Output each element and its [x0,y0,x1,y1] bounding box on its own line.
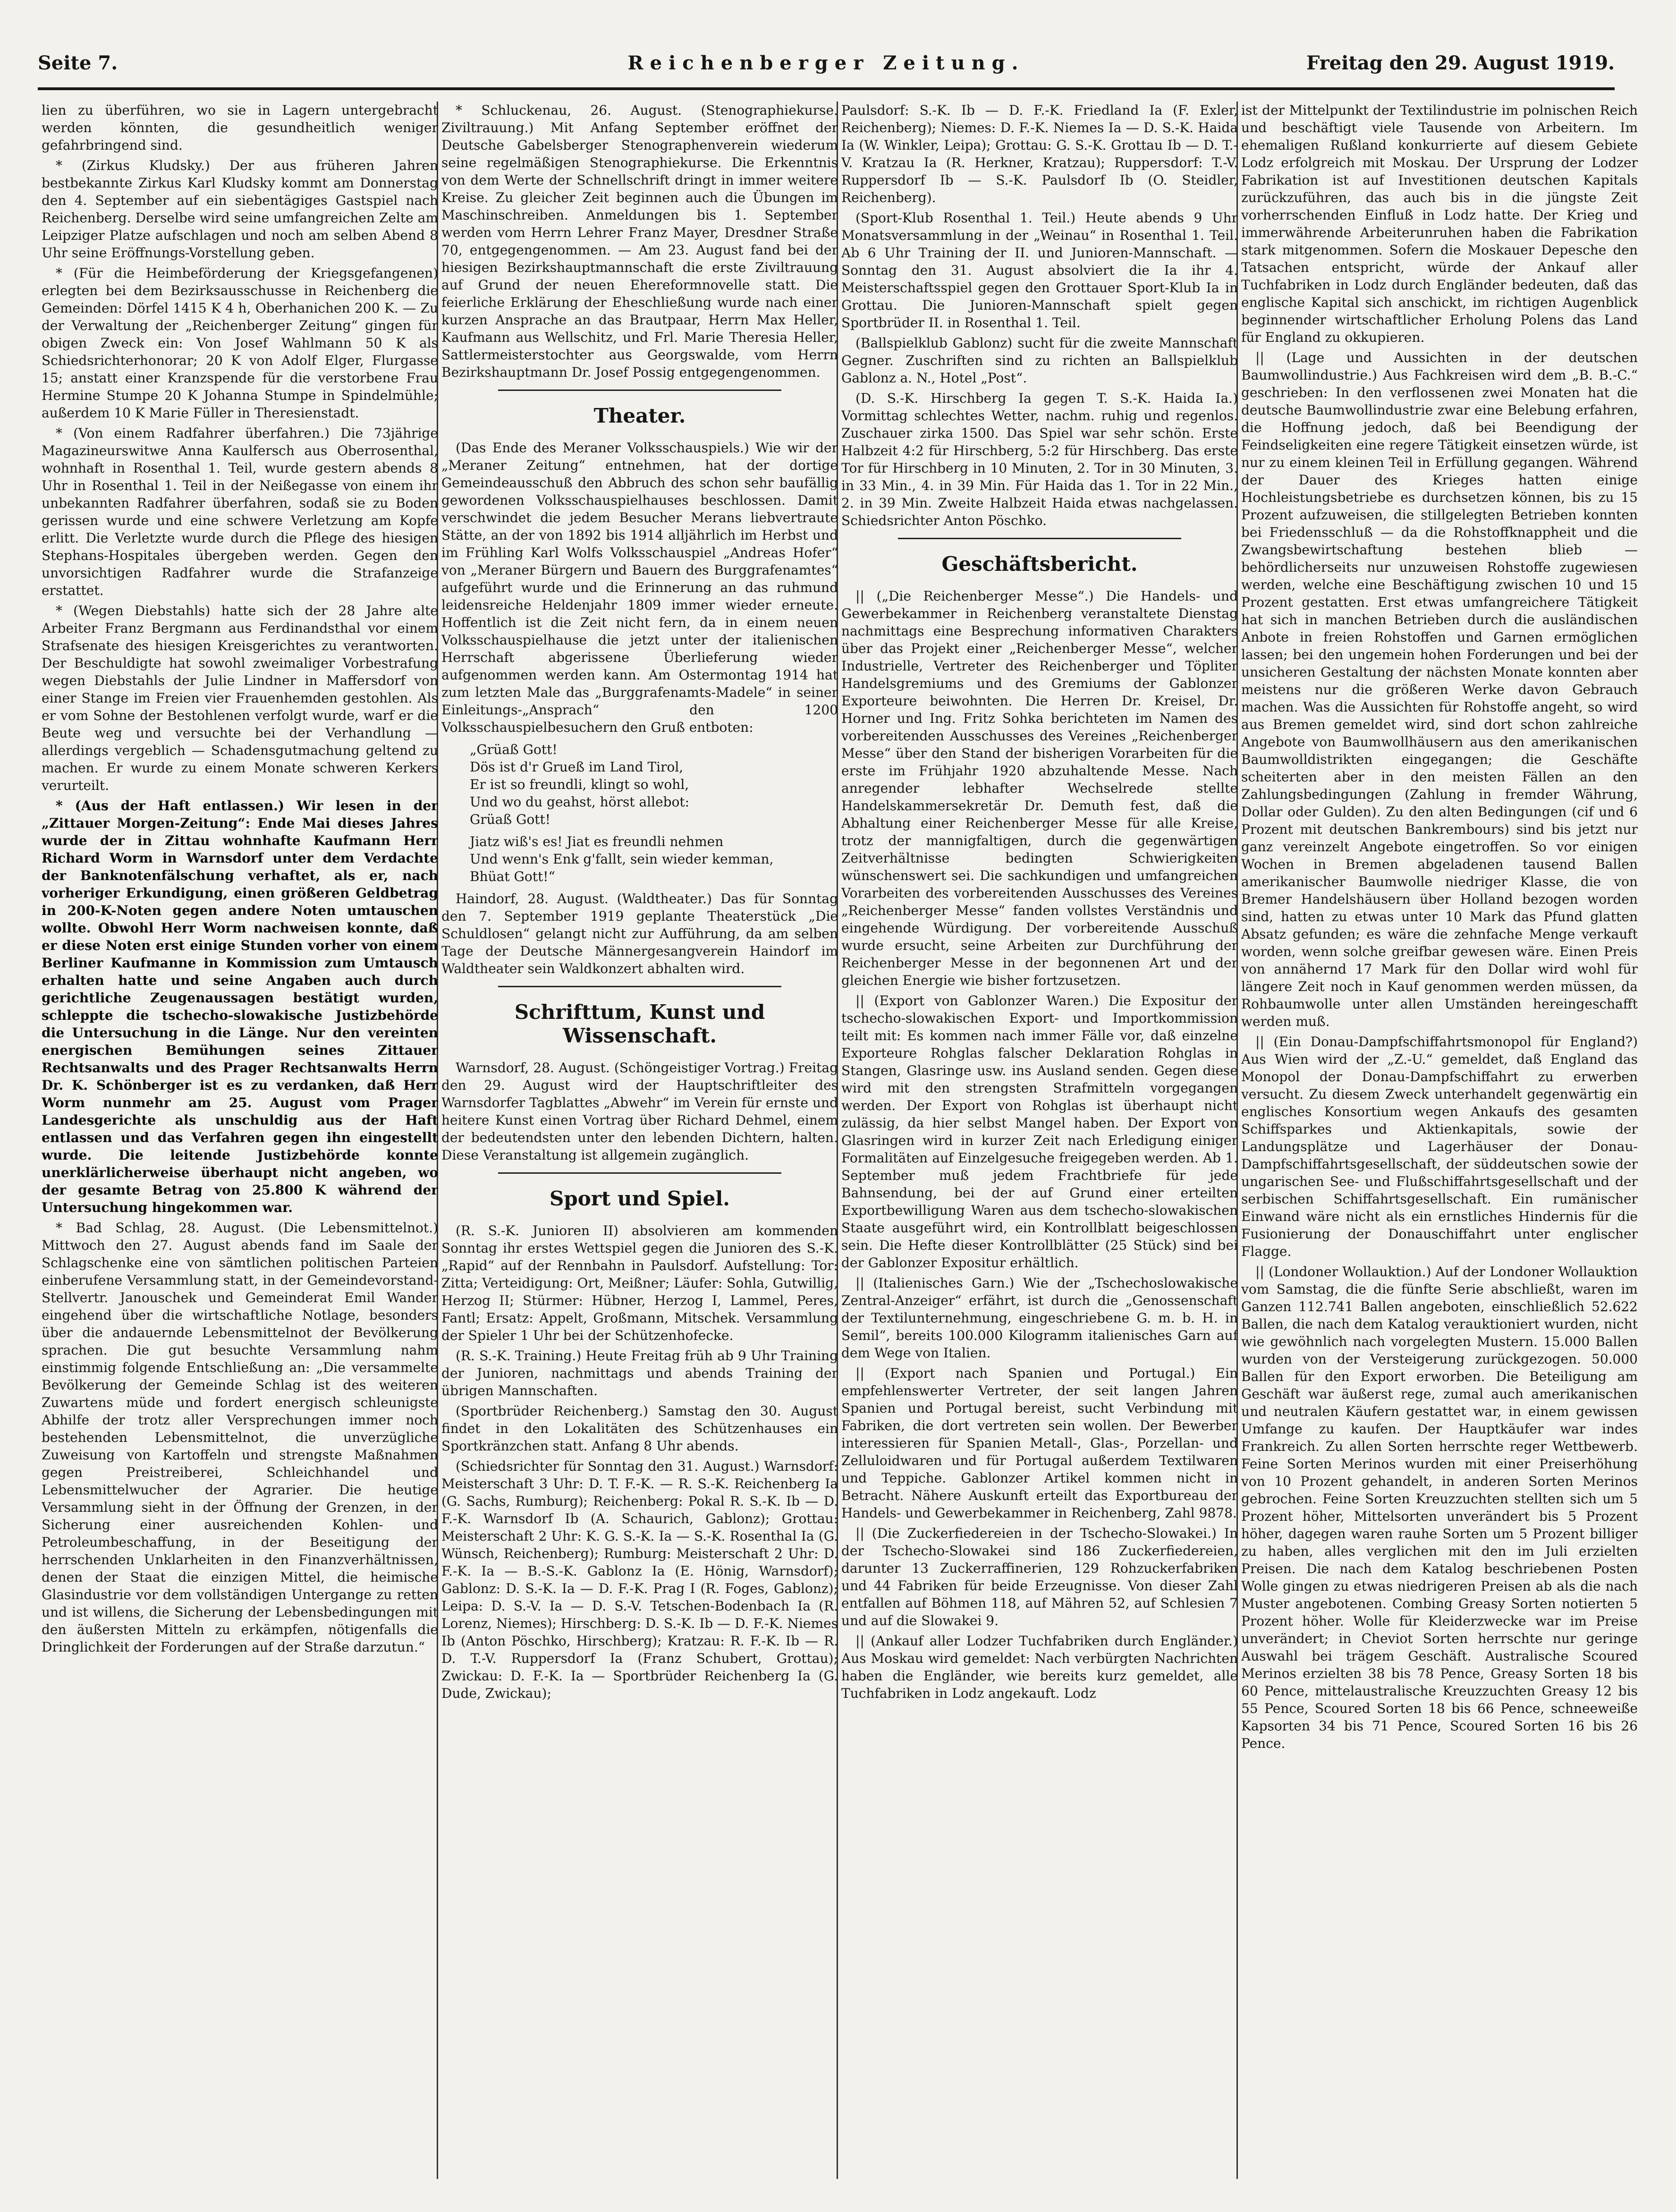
article-training: (R. S.-K. Training.) Heute Freitag früh ab 9 Uhr Training der Junioren, nachmittags und abends Training der übrigen Mannschaften. [441,1348,838,1398]
article-haft-entlassen: * (Aus der Haft entlassen.) Wir lesen in der „Zittauer Morgen-Zeitung“: Ende Mai dieses Jahres wurde der in Zittau wohnhafte Kaufmann Herr Richard Worm in Warnsdorf unter dem Verdachte der Banknotenfälschung verhaftet, als er, nach vorheriger Erkundigung, einen größeren Geldbetrag in 200-K-Noten gegen andere Noten umtauschen wollte. Obwohl Herr Worm nachweisen konnte, daß er diese Noten erst einige Stunden vorher von einem Berliner Kaufmanne in Kommission zum Umtausch erhalten hatte und seine Angaben auch durch gerichtliche Zeugenaussagen bestätigt wurden, schleppte die tschecho-slowakische Justizbehörde die Untersuchung in die Länge. Nur den vereinten energischen Bemühungen seines Zittauer Rechtsanwalts und des Prager Rechtsanwalts Herrn Dr. K. Schönberger ist es zu verdanken, daß Herr Worm nunmehr am 25. August vom Prager Landesgerichte als unschuldig aus der Haft entlassen und das Verfahren gegen ihn eingestellt wurde. Die leitende Justizbehörde konnte unerklärlicherweise überhaupt nicht angeben, wo der gesamte Betrag von 25.800 K während der Untersuchung hingekommen war. [42,798,438,1215]
article-schiedsrichter-cont: Paulsdorf: S.-K. Ib — D. F.-K. Friedland Ia (F. Exler, Reichenberg); Niemes: D. F.-K. Niemes Ia — D. S.-K. Haida Ia (W. Winkler, Leipa); Grottau: G. S.-K. Grottau Ib — D. T.-V. Kratzau Ia (R. Herkner, Kratzau); Ruppersdorf: T.-V. Ruppersdorf Ib — S.-K. Paulsdorf Ib (O. Steidler, Reichenberg). [841,102,1238,205]
article-export-gablonz: || (Export von Gablonzer Waren.) Die Expositur der tschecho-slowakischen Export- und Importkommission teilt mit: Es kommen nach immer Fälle vor, daß einzelne Exporteure Rohglas falscher Deklaration Rohglas in Stangen, Glasringe usw. ins Ausland senden. Gegen diese wird mit den strengsten Strafmitteln vorgegangen werden. Der Export von Rohglas ist überhaupt nicht zulässig, da hier selbst Mangel haben. Der Export von Glasringen wird in kurzer Zeit nach Erledigung einiger Formalitäten auf Einzelgesuche freigegeben werden. Ab 1. September muß jedem Frachtbriefe für jede Bahnsendung, bei der auf Grund einer erteilten Exportbewilligung Waren aus dem tschecho-slowakischen Staate ausgeführt wird, ein Kontrollblatt beigeschlossen sein. Die Hefte dieser Kontrollblätter (25 Stück) sind bei der Gablonzer Expositur erhältlich. [841,993,1238,1271]
article-kriegsgefangene: * (Für die Heimbeförderung der Kriegsgefangenen) erlegten bei dem Bezirksausschusse in Reichenberg die Gemeinden: Dörfel 1415 K 4 h, Oberhanichen 200 K. — Zu der Verwaltung der „Reichenberger Zeitung“ gingen für obigen Zweck ein: Von Josef Wahlmann 50 K als Schiedsrichterhonorar; 20 K von Adolf Elger, Flurgasse 15; anstatt einer Kranzspende für die verstorbene Frau Hermine Stumpe 20 K Johanna Stumpe in Spindelmühle; außerdem 10 K Marie Füller in Theresienstadt. [42,265,438,421]
poem-stanza-2: Jiatz wiß's es! Jiat es freundli nehmen Und wenn's Enk g'fallt, sein wieder kemman, Bhüat Gott!“ [470,834,774,884]
article-donau-dampfschiffahrt: || (Ein Donau-Dampfschiffahrtsmonopol für England?) Aus Wien wird der „Z.-U.“ gemeldet, daß England das Monopol der Donau-Dampfschiffahrt zu erwerben versucht. Zu diesem Zweck unterhandelt gegenwärtig ein englisches Konsortium wegen Ankaufs des gesamten Schiffsparkes und Aktienkapitals, sowie der Landungsplätze und Lagerhäuser der Donau-Dampfschiffahrtsgesellschaft, der süddeutschen sowie der ungarischen See- und Flußschiffahrtsgesellschaft und der serbischen Schiffahrtsgesellschaft. Ein rumänischer Einwand wäre nicht als ein ernstliches Hindernis für die Fusionierung der Donauschiffahrt unter englischer Flagge. [1241,1034,1638,1259]
article-reichenberger-messe: || („Die Reichenberger Messe“.) Die Handels- und Gewerbekammer in Reichenberg veranstaltete Dienstag nachmittags eine Besprechung informativen Charakters über das Projekt einer „Reichenberger Messe“, welcher Industrielle, Vertreter des Reichenberger und Töpliter Handelsgremiums und des Gremiums der Gablonzer Exporteure beiwohnten. Die Herren Dr. Kreisel, Dr. Horner und Ing. Fritz Sohka berichteten im Namen des vorbereitenden Ausschusses des Vereines „Reichenberger Messe“ über den Stand der bisherigen Vorarbeiten für die erste im Frühjahr 1920 abzuhaltende Messe. Nach anregender lebhafter Wechselrede stellte Handelskammersekretär Dr. Demuth fest, daß die Abhaltung einer Reichenberger Messe für alle Kreise, trotz der mannigfaltigen, durch die gegenwärtigen Zeitverhältnisse bedingten Schwierigkeiten wünschenswert sei. Die sachkundigen und umfangreichen Vorarbeiten des vorbereitenden Ausschusses des Vereines „Reichenberger Messe“ fanden vollstes Verständnis und eingehende Würdigung. Der vorbereitende Ausschuß wurde ersucht, seine Arbeiten zur Durchführung der Reichenberger Messe in der begonnenen Art und der gleichen Energie wie bisher fortzusetzen. [841,588,1238,988]
article-lodz-cont: ist der Mittelpunkt der Textilindustrie im polnischen Reich und beschäftigt viele Tausende von Arbeitern. Im ehemaligen Rußland konkurrierte auf diesem Gebiete Lodz erfolgreich mit Moskau. Der Ursprung der Lodzer Fabrikation ist auf Investitionen deutschen Kapitals zurückzuführen, das auch bis in die jüngste Zeit vorherrschenden Einfluß in Lodz hatte. Der Krieg und immerwährende Arbeiterunruhen haben die Fabrikation stark mitgenommen. Sofern die Moskauer Depesche den Tatsachen entspricht, würde der Ankauf aller Tuchfabriken in Lodz durch Engländer bedeuten, daß das englische Kapital sich anschickt, im richtigen Augenblick beginnender wirtschaftlicher Erholung Polens das Land für England zu okkupieren. [1241,102,1638,345]
newspaper-title: Reichenberger Zeitung. [627,52,1025,74]
column-3 [841,102,1238,2193]
section-rule [498,1172,781,1174]
article-baumwollindustrie: || (Lage und Aussichten in der deutschen Baumwollindustrie.) Aus Fachkreisen wird dem „B. B.-C.“ geschrieben: In den verflossenen zwei Monaten hat die deutsche Baumwollindustrie zwar eine Belebung erfahren, die Hoffnung jedoch, daß bei Beendigung der Feindseligkeiten eine regere Tätigkeit einsetzen würde, ist nur zu einem kleinen Teil in Erfüllung gegangen. Während der Dauer des Krieges hatten einige Hochleistungsbetriebe es durchsetzen können, bis zu 15 Prozent aufzuweisen, die stillgelegten Betrieben konnten bei Friedensschluß — da die Rohstoffknappheit und die Zwangsbewirtschaftung bestehen blieb — behördlicherseits nur unzuweisen Rohstoffe zugewiesen werden, welche eine Beschäftigung zwischen 10 und 15 Prozent gestatten. Erst etwas umfangreichere Tätigkeit hat sich in manchen Betrieben durch die ausländischen Anbote in freien Rohstoffen und Garnen ermöglichen lassen; bei den ungemein hohen Forderungen und bei der unsicheren Gestaltung der nächsten Monate konnten aber meistens nur die größeren Werke davon Gebrauch machen. Was die Aussichten für Rohstoffe angeht, so wird aus Bremen gemeldet wird, sind dort schon zahlreiche Angebote von Baumwollhäusern aus den amerikanischen Baumwolldistrikten eingegangen; die Geschäfte scheiterten aber in den meisten Fällen an den Zahlungsbedingungen (Zahlung in fremder Währung, Dollar oder Gulden). Zu den alten Bedingungen (cif und 6 Prozent mit deutschen Bankrembours) sind bis jetzt nur ganz vereinzelt Angebote eingetroffen. So vor einigen Wochen in Bremen abgeladenen tausend Ballen amerikanischer Baumwolle niedriger Klasse, die von Bremer Handelshäusern über Holland bezogen worden sind, hatten zu etwas unter 10 Mark das Pfund glatten Absatz gefunden; es wäre die zehnfache Menge verkauft worden, wenn solche greifbar gewesen wäre. Einen Preis von annähernd 17 Mark für den Dollar wird wohl für längere Zeit noch in Kauf genommen werden müssen, da Rohbaumwolle unter allen Umständen hereingeschafft werden muß. [1241,350,1638,1029]
article-export-spanien: || (Export nach Spanien und Portugal.) Ein empfehlenswerter Vertreter, der seit langen Jahren Spanien und Portugal bereist, sucht Verbindung mit Fabriken, die dort vertreten sein wollen. Der Bewerber interessieren für Spanien Metall-, Glas-, Porzellan- und Zelluloidwaren und für Portugal außerdem Textilwaren und Teppiche. Gablonzer Artikel kommen nicht in Betracht. Nähere Auskunft erteilt das Exportbureau der Handels- und Gewerbekammer in Reichenberg, Zahl 9878. [841,1365,1238,1521]
article-zuckerfiedereien: || (Die Zuckerfiedereien in der Tschecho-Slowakei.) In der Tschecho-Slowakei sind 186 Zuckerfiedereien, darunter 13 Zuckerraffinerien, 129 Rohzuckerfabriken und 44 Fabriken für beide Erzeugnisse. Von dieser Zahl entfallen auf Böhmen 118, auf Mähren 52, auf Schlesien 7 und auf die Slowakei 9. [841,1526,1238,1628]
article-bad-schlag: * Bad Schlag, 28. August. (Die Lebensmittelnot.) Mittwoch den 27. August abends fand im Saale der Schlagschenke eine von sämtlichen politischen Parteien einberufene Versammlung statt, in der Gemeindevorstand-Stellvertr. Janouschek und Gemeinderat Emil Wander eingehend über die wirtschaftliche Notlage, besonders über die andauernde Lebensmittelnot der Bevölkerung sprachen. Die gut besuchte Versammlung nahm einstimmig folgende Entschließung an: „Die versammelte Bevölkerung der Gemeinde Schlag ist des weiteren Zuwartens müde und fordert energisch schleunigste Abhilfe der trotz aller Versprechungen immer noch bestehenden Lebensmittelnot, die unverzügliche Zuweisung von Kartoffeln und strengste Maßnahmen gegen Preistreiberei, Schleichhandel und Lebensmittelwucher der Agrarier. Die heutige Versammlung sieht in der Öffnung der Grenzen, in der Sicherung einer ausreichenden Kohlen- und Petroleumbeschaffung, in der Beseitigung der herrschenden Unklarheiten in den Finanzverhältnissen, denen der Staat die einzigen Mittel, die heimische Glasindustrie vor dem vollständigen Untergange zu retten und ist willens, die Sicherung der Lebensbedingungen mit den äußersten Mitteln zu erkämpfen, nötigenfalls die Dringlichkeit der Forderungen auf der Straße darzutun.“ [42,1220,438,1655]
article-ballspielklub: (Ballspielklub Gablonz) sucht für die zweite Mannschaft Gegner. Zuschriften sind zu richten an Ballspielklub Gablonz a. N., Hotel „Post“. [841,335,1238,386]
article-schluckenau: * Schluckenau, 26. August. (Stenographiekurse. Ziviltrauung.) Mit Anfang September eröffnet der Deutsche Gabelsberger Stenographenverein wiederum seine regelmäßigen Stenographiekurse. Die Erkenntnis von dem Werte der Schnellschrift dringt in immer weitere Kreise. Zu gleicher Zeit beginnen auch die Übungen im Maschinschreiben. Anmeldungen bis 1. September werden vom Herrn Lehrer Franz Mayer, Dresdner Straße 70, entgegengenommen. — Am 23. August fand bei der hiesigen Bezirkshauptmannschaft die erste Ziviltrauung auf Grund der neuen Ehereformnovelle statt. Die feierliche Erklärung der Eheschließung wurde nach einer kurzen Ansprache an das Brautpaar, Herrn Max Heller, Kaufmann aus Wellschitz, und Frl. Marie Theresia Heller, Sattlermeisterstochter aus Georgswalde, vom Herrn Bezirkshauptmann Dr. Josef Possig entgegengenommen. [441,102,838,380]
section-rule [498,390,781,391]
article-hirschberg-haida: (D. S.-K. Hirschberg Ia gegen T. S.-K. Haida Ia.) Vormittag schlechtes Wetter, nachm. ruhig und regenlos. Zuschauer zirka 1500. Das Spiel war sehr schön. Erste Halbzeit 4:2 für Hirschberg, 5:2 für Hirschberg. Das erste Tor für Hirschberg in 10 Minuten, 2. Tor in 30 Minuten, 3. in 33 Min., 4. in 39 Min. Für Haida das 1. Tor in 22 Min., 2. in 39 Min. Zweite Halbzeit Haida etwas nachgelassen. Schiedsrichter Anton Pöschko. [841,390,1238,528]
article-diebstahl: * (Wegen Diebstahls) hatte sich der 28 Jahre alte Arbeiter Franz Bergmann aus Ferdinandsthal vor einem Strafsenate des hiesigen Kreisgerichtes zu verantworten. Der Beschuldigte hat sowohl zweimaliger Vorbestrafung wegen Diebstahls der Julie Lindner in Maffersdorf von einer Stange im Freien vier Frauenhemden gestohlen. Als er vom Sohne der Bestohlenen verfolgt wurde, warf er die Beute weg und versuchte bei der Verhandlung — allerdings vergeblich — Schadensgutmachung geltend zu machen. Er wurde zu einem Monate schweren Kerkers verurteilt. [42,603,438,793]
article-radfahrer: * (Von einem Radfahrer überfahren.) Die 73jährige Magazineurswitwe Anna Kaulfersch aus Oberrosenthal, wohnhaft in Rosenthal 1. Teil, wurde gestern abends 8 Uhr in Rosenthal 1. Teil in der Neißegasse von einem ihr unbekannten Radfahrer überfahren, sodaß sie zu Boden gerissen wurde und eine schwere Verletzung am Kopfe erlitt. Die Verletzte wurde durch die Pflege des hiesigen Stephans-Hospitales übergeben werden. Gegen den unvorsichtigen Radfahrer wurde die Strafanzeige erstattet. [42,425,438,598]
article-meraner-volksschauspiel: (Das Ende des Meraner Volksschauspiels.) Wie wir der „Meraner Zeitung“ entnehmen, hat der dortige Gemeindeausschuß den Abbruch des schon sehr baufällig gewordenen Volksschauspielhauses beschlossen. Damit verschwindet die jedem Besucher Merans liebvertraute Stätte, an der von 1892 bis 1914 alljährlich im Herbst und im Frühling Karl Wolfs Volksschauspiel „Andreas Hofer“ von „Meraner Bürgern und Bauern des Burggrafenamtes“ aufgeführt wurde und die Erinnerung an das ruhmund leidensreiche Heldenjahr 1809 immer wieder erneute. Hoffentlich ist die Zeit nicht fern, da in einem neuen Volksschauspielhause die jetzt unter der italienischen Herrschaft abgerissene Überlieferung wieder aufgenommen werden kann. Am Ostermontag 1914 hat zum letzten Male das „Burggrafenamts-Madele“ in seiner Einleitungs-„Ansprach“ den 1200 Volksschauspielbesuchern den Gruß entboten: [441,440,838,735]
section-rule [498,986,781,987]
article-lodzer-tuchfabriken: || (Ankauf aller Lodzer Tuchfabriken durch Engländer.) Aus Moskau wird gemeldet: Nach verbürgten Nachrichten haben die Engländer, wie bereits kurz gemeldet, alle Tuchfabriken in Lodz angekauft. Lodz [841,1633,1238,1701]
issue-date: Freitag den 29. August 1919. [1306,52,1615,74]
column-4 [1241,102,1638,2193]
section-rule [898,538,1181,539]
article-zirkus-kludsky: * (Zirkus Kludsky.) Der aus früheren Jahren bestbekannte Zirkus Karl Kludsky kommt am Donnerstag den 4. September auf ein siebentägiges Gastspiel nach Reichenberg. Derselbe wird seine umfangreichen Zelte am Leipziger Platze aufschlagen und noch am selben Abend 8 Uhr seine Eröffnungs-Vorstellung geben. [42,158,438,261]
article-londoner-wollauktion: || (Londoner Wollauktion.) Auf der Londoner Wollauktion vom Samstag, die die fünfte Serie abschließt, waren im Ganzen 112.741 Ballen angeboten, einschließlich 52.622 Ballen, die nach dem Katalog verauktioniert wurden, nicht wie gewöhnlich nach vorgelegten Mustern. 15.000 Ballen wurden von der Versteigerung zurückgezogen. 50.000 Ballen für den Export erworben. Die Beteiligung am Geschäft war äußerst rege, zumal auch amerikanischen und neutralen Käufern gestattet war, in einem gewissen Umfange zu kaufen. Der Hauptkäufer war indes Frankreich. Zu allen Sorten herrschte reger Wettbewerb. Feine Sorten Merinos wurden mit einer Preiserhöhung von 10 Prozent gehandelt, in anderen Sorten Merinos gebrochen. Feine Sorten Kreuzzuchten stellten sich um 5 Prozent höher, Mittelsorten unverändert bis 5 Prozent höher, dagegen waren rauhe Sorten um 5 Prozent billiger zu haben, alles verglichen mit den im Juli erzielten Preisen. Die nach dem Katalog beschriebenen Posten Wolle gingen zu etwas niedrigeren Preisen ab als die nach Muster angebotenen. Combing Greasy Sorten notierten 5 Prozent höher. Wolle für Kleiderzwecke war im Preise unverändert; in Cheviot Sorten herrschte nur geringe Auswahl bei trägem Geschäft. Australische Scoured Merinos erzielten 38 bis 78 Pence, Greasy Sorten 18 bis 60 Pence, mittelaustralische Kreuzzuchten Greasy 12 bis 55 Pence, Scoured Sorten 18 bis 66 Pence, schneeweiße Kapsorten 34 bis 71 Pence, Scoured Sorten 16 bis 26 Pence. [1241,1264,1638,1751]
section-heading-theater: Theater. [593,404,686,427]
masthead [38,52,1615,99]
section-heading-geschaeftsbericht: Geschäftsbericht. [941,552,1138,576]
section-heading-schrifttum: Schrifttum, Kunst und Wissenschaft. [514,1000,765,1047]
article-schiedsrichter: (Schiedsrichter für Sonntag den 31. August.) Warnsdorf: Meisterschaft 3 Uhr: D. T. F.-K. — R. S.-K. Reichenberg Ia (G. Sachs, Rumburg); Reichenberg: Pokal R. S.-K. Ib — D. F.-K. Warnsdorf Ib (A. Schaurich, Gablonz); Grottau: Meisterschaft 2 Uhr: K. G. S.-K. Ia — S.-K. Rosenthal Ia (G. Wünsch, Reichenberg); Rumburg: Meisterschaft 2 Uhr: D. F.-K. Ia — B.-S.-K. Gablonz Ia (E. Hönig, Warnsdorf); Gablonz: D. S.-K. Ia — D. F.-K. Prag I (R. Foges, Gablonz); Leipa: D. S.-V. Ia — D. S.-V. Tetschen-Bodenbach Ia (R. Lorenz, Niemes); Hirschberg: D. S.-K. Ib — D. F.-K. Niemes Ib (Anton Pöschko, Hirschberg); Kratzau: R. F.-K. Ib — R. D. T.-V. Ruppersdorf Ia (Franz Schubert, Grottau); Zwickau: D. F.-K. Ia — Sportbrüder Reichenberg Ia (G. Dude, Zwickau); [441,1458,838,1701]
poem-stanza-1: „Grüaß Gott! Dös ist d'r Grueß im Land Tirol, Er ist so freundli, klingt so wohl, Und wo du geahst, hörst allebot: Grüaß Gott! [470,742,690,827]
article-sportbrueder: (Sportbrüder Reichenberg.) Samstag den 30. August findet in den Lokalitäten des Schützenhauses ein Sportkränzchen statt. Anfang 8 Uhr abends. [441,1403,838,1454]
masthead-rule [38,87,1615,90]
article-junioren: (R. S.-K. Junioren II) absolvieren am kommenden Sonntag ihr erstes Wettspiel gegen die Junioren des S.-K. „Rapid“ auf der Rennbahn in Paulsdorf. Aufstellung: Tor: Zitta; Verteidigung: Ort, Meißner; Läufer: Sohla, Gutwillig, Herzog II; Stürmer: Hübner, Herzog I, Lammel, Peres, Fantl; Ersatz: Appelt, Großmann, Mitschek. Versammlung der Spieler 1 Uhr bei der Schützenhofecke. [441,1223,838,1343]
article-sportklub-rosenthal: (Sport-Klub Rosenthal 1. Teil.) Heute abends 9 Uhr Monatsversammlung in der „Weinau“ in Rosenthal 1. Teil. Ab 6 Uhr Training der II. und Junioren-Mannschaft. — Sonntag den 31. August absolviert die Ia ihr 4. Meisterschaftsspiel gegen den Grottauer Sport-Klub Ia in Grottau. Die Junioren-Mannschaft spielt gegen Sportbrüder II. in Rosenthal 1. Teil. [841,210,1238,331]
article-italienisches-garn: || (Italienisches Garn.) Wie der „Tschechoslowakische Zentral-Anzeiger“ erfährt, ist durch die „Genossenschaft der Textilunternehmung, eingeschriebene G. m. b. H. in Semil“, bereits 100.000 Kilogramm italienisches Garn auf dem Wege von Italien. [841,1275,1238,1361]
article-warnsdorf-vortrag: Warnsdorf, 28. August. (Schöngeistiger Vortrag.) Freitag den 29. August wird der Hauptschriftleiter des Warnsdorfer Tagblattes „Abwehr“ im Verein für ernste und heitere Kunst einen Vortrag über Richard Dehmel, einem der bedeutendsten unter den lebenden Dichtern, halten. Diese Veranstaltung ist allgemein zugänglich. [441,1060,838,1163]
column-2 [441,102,838,2193]
article-camps: lien zu überführen, wo sie in Lagern untergebracht werden könnten, die gesundheitlich weniger gefahrbringend sind. [42,102,438,153]
article-waldtheater: Haindorf, 28. August. (Waldtheater.) Das für Sonntag den 7. September 1919 geplante Theaterstück „Die Schuldlosen“ gelangt nicht zur Aufführung, da am selben Tage der Deutsche Männergesangverein Haindorf im Waldtheater sein Waldkonzert abhalten wird. [441,891,838,976]
column-1 [42,102,438,2193]
section-heading-sport: Sport und Spiel. [550,1187,730,1210]
page-number: Seite 7. [38,52,118,74]
